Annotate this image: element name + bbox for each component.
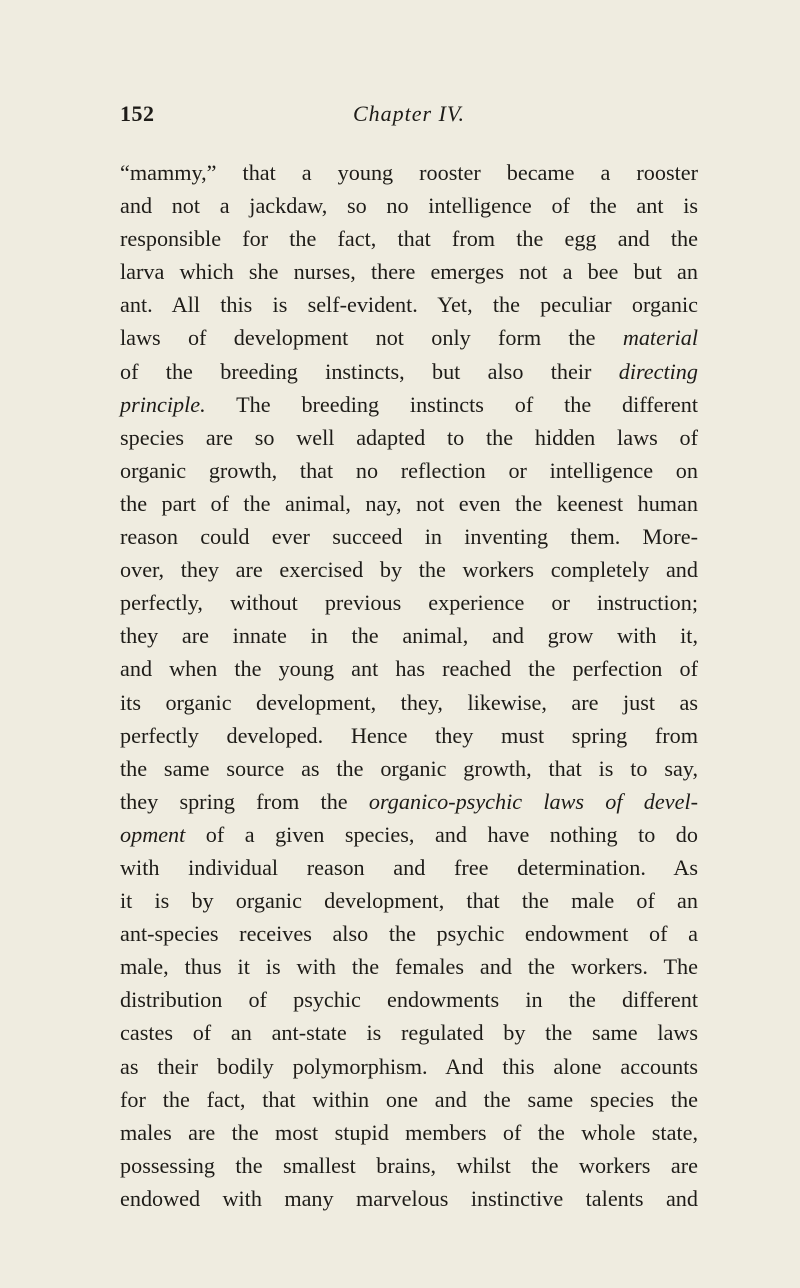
text-line: [120, 586, 698, 619]
text-run: they spring from the: [120, 788, 369, 814]
text-run: and when the young ant has reached the perfection of: [120, 656, 698, 682]
text-run: males are the most stupid members of the whole state,: [120, 1119, 698, 1145]
text-line: [120, 421, 698, 454]
text-run: of the breeding instincts, but also their: [120, 358, 619, 384]
italic-run: principle.: [120, 391, 206, 417]
text-line: [120, 321, 698, 354]
italic-run: organico-psychic laws of devel-: [368, 788, 698, 814]
text-line: [120, 1182, 698, 1215]
text-run: ant. All this is self-evident. Yet, the peculiar organic: [120, 292, 698, 318]
text-run: species are so well adapted to the hidden laws of: [120, 424, 698, 450]
text-run: over, they are exercised by the workers completely and: [120, 557, 698, 583]
text-line: [120, 553, 698, 586]
text-line: [120, 454, 698, 487]
italic-run: opment: [120, 821, 186, 847]
text-line: [120, 388, 698, 421]
italic-run: material: [622, 325, 698, 351]
text-line: [120, 222, 698, 255]
text-run: the same source as the organic growth, that is to say,: [120, 755, 698, 781]
text-run: its organic development, they, likewise, are just as: [120, 689, 698, 715]
text-line: [120, 355, 698, 388]
text-line: [120, 189, 698, 222]
text-line: [120, 1149, 698, 1182]
text-line: [120, 255, 698, 288]
chapter-title: Chapter IV.: [352, 101, 466, 126]
text-run: responsible for the fact, that from the egg and the: [120, 226, 698, 252]
body-text: [120, 156, 698, 1215]
text-line: [120, 851, 698, 884]
text-run: male, thus it is with the females and the workers. The: [120, 954, 698, 980]
text-run: larva which she nurses, there emerges not a bee but an: [120, 259, 698, 285]
text-line: [120, 818, 698, 851]
text-run: organic growth, that no reflection or intelligence on: [120, 457, 698, 483]
text-run: they are innate in the animal, and grow with it,: [120, 623, 698, 649]
text-run: perfectly developed. Hence they must spring from: [120, 722, 698, 748]
italic-run: directing: [618, 358, 698, 384]
text-run: castes of an ant-state is regulated by the same laws: [120, 1020, 698, 1046]
text-run: endowed with many marvelous instinctive talents and: [120, 1185, 698, 1211]
text-line: [120, 983, 698, 1016]
text-run: “mammy,” that a young rooster became a rooster: [120, 160, 698, 185]
text-run: ant-species receives also the psychic endowment of a: [120, 921, 698, 947]
text-line: [120, 752, 698, 785]
text-line: [120, 619, 698, 652]
text-line: [120, 520, 698, 553]
text-line: [120, 1083, 698, 1116]
text-line: [120, 487, 698, 520]
text-line: [120, 1050, 698, 1083]
text-run: of a given species, and have nothing to do: [185, 821, 698, 847]
text-line: [120, 156, 698, 189]
text-line: [120, 652, 698, 685]
text-run: as their bodily polymorphism. And this alone accounts: [120, 1053, 698, 1079]
running-head: [120, 101, 698, 137]
text-run: distribution of psychic endowments in the different: [120, 987, 698, 1013]
text-run: laws of development not only form the: [120, 325, 623, 351]
text-run: with individual reason and free determination. As: [120, 854, 698, 880]
text-line: [120, 288, 698, 321]
page-number: 152: [120, 101, 155, 126]
text-line: [120, 917, 698, 950]
text-run: perfectly, without previous experience or instruction;: [120, 590, 698, 616]
text-line: [120, 719, 698, 752]
text-line: [120, 884, 698, 917]
text-line: [120, 1116, 698, 1149]
text-run: reason could ever succeed in inventing them. More-: [120, 524, 698, 550]
text-run: for the fact, that within one and the same species the: [120, 1086, 698, 1112]
text-run: The breeding instincts of the different: [205, 391, 698, 417]
text-run: the part of the animal, nay, not even the keenest human: [120, 490, 698, 516]
text-line: [120, 950, 698, 983]
text-run: possessing the smallest brains, whilst the workers are: [120, 1152, 698, 1178]
text-line: [120, 785, 698, 818]
text-run: it is by organic development, that the male of an: [120, 888, 698, 914]
text-line: [120, 686, 698, 719]
text-run: and not a jackdaw, so no intelligence of the ant is: [120, 193, 698, 219]
text-line: [120, 1016, 698, 1049]
